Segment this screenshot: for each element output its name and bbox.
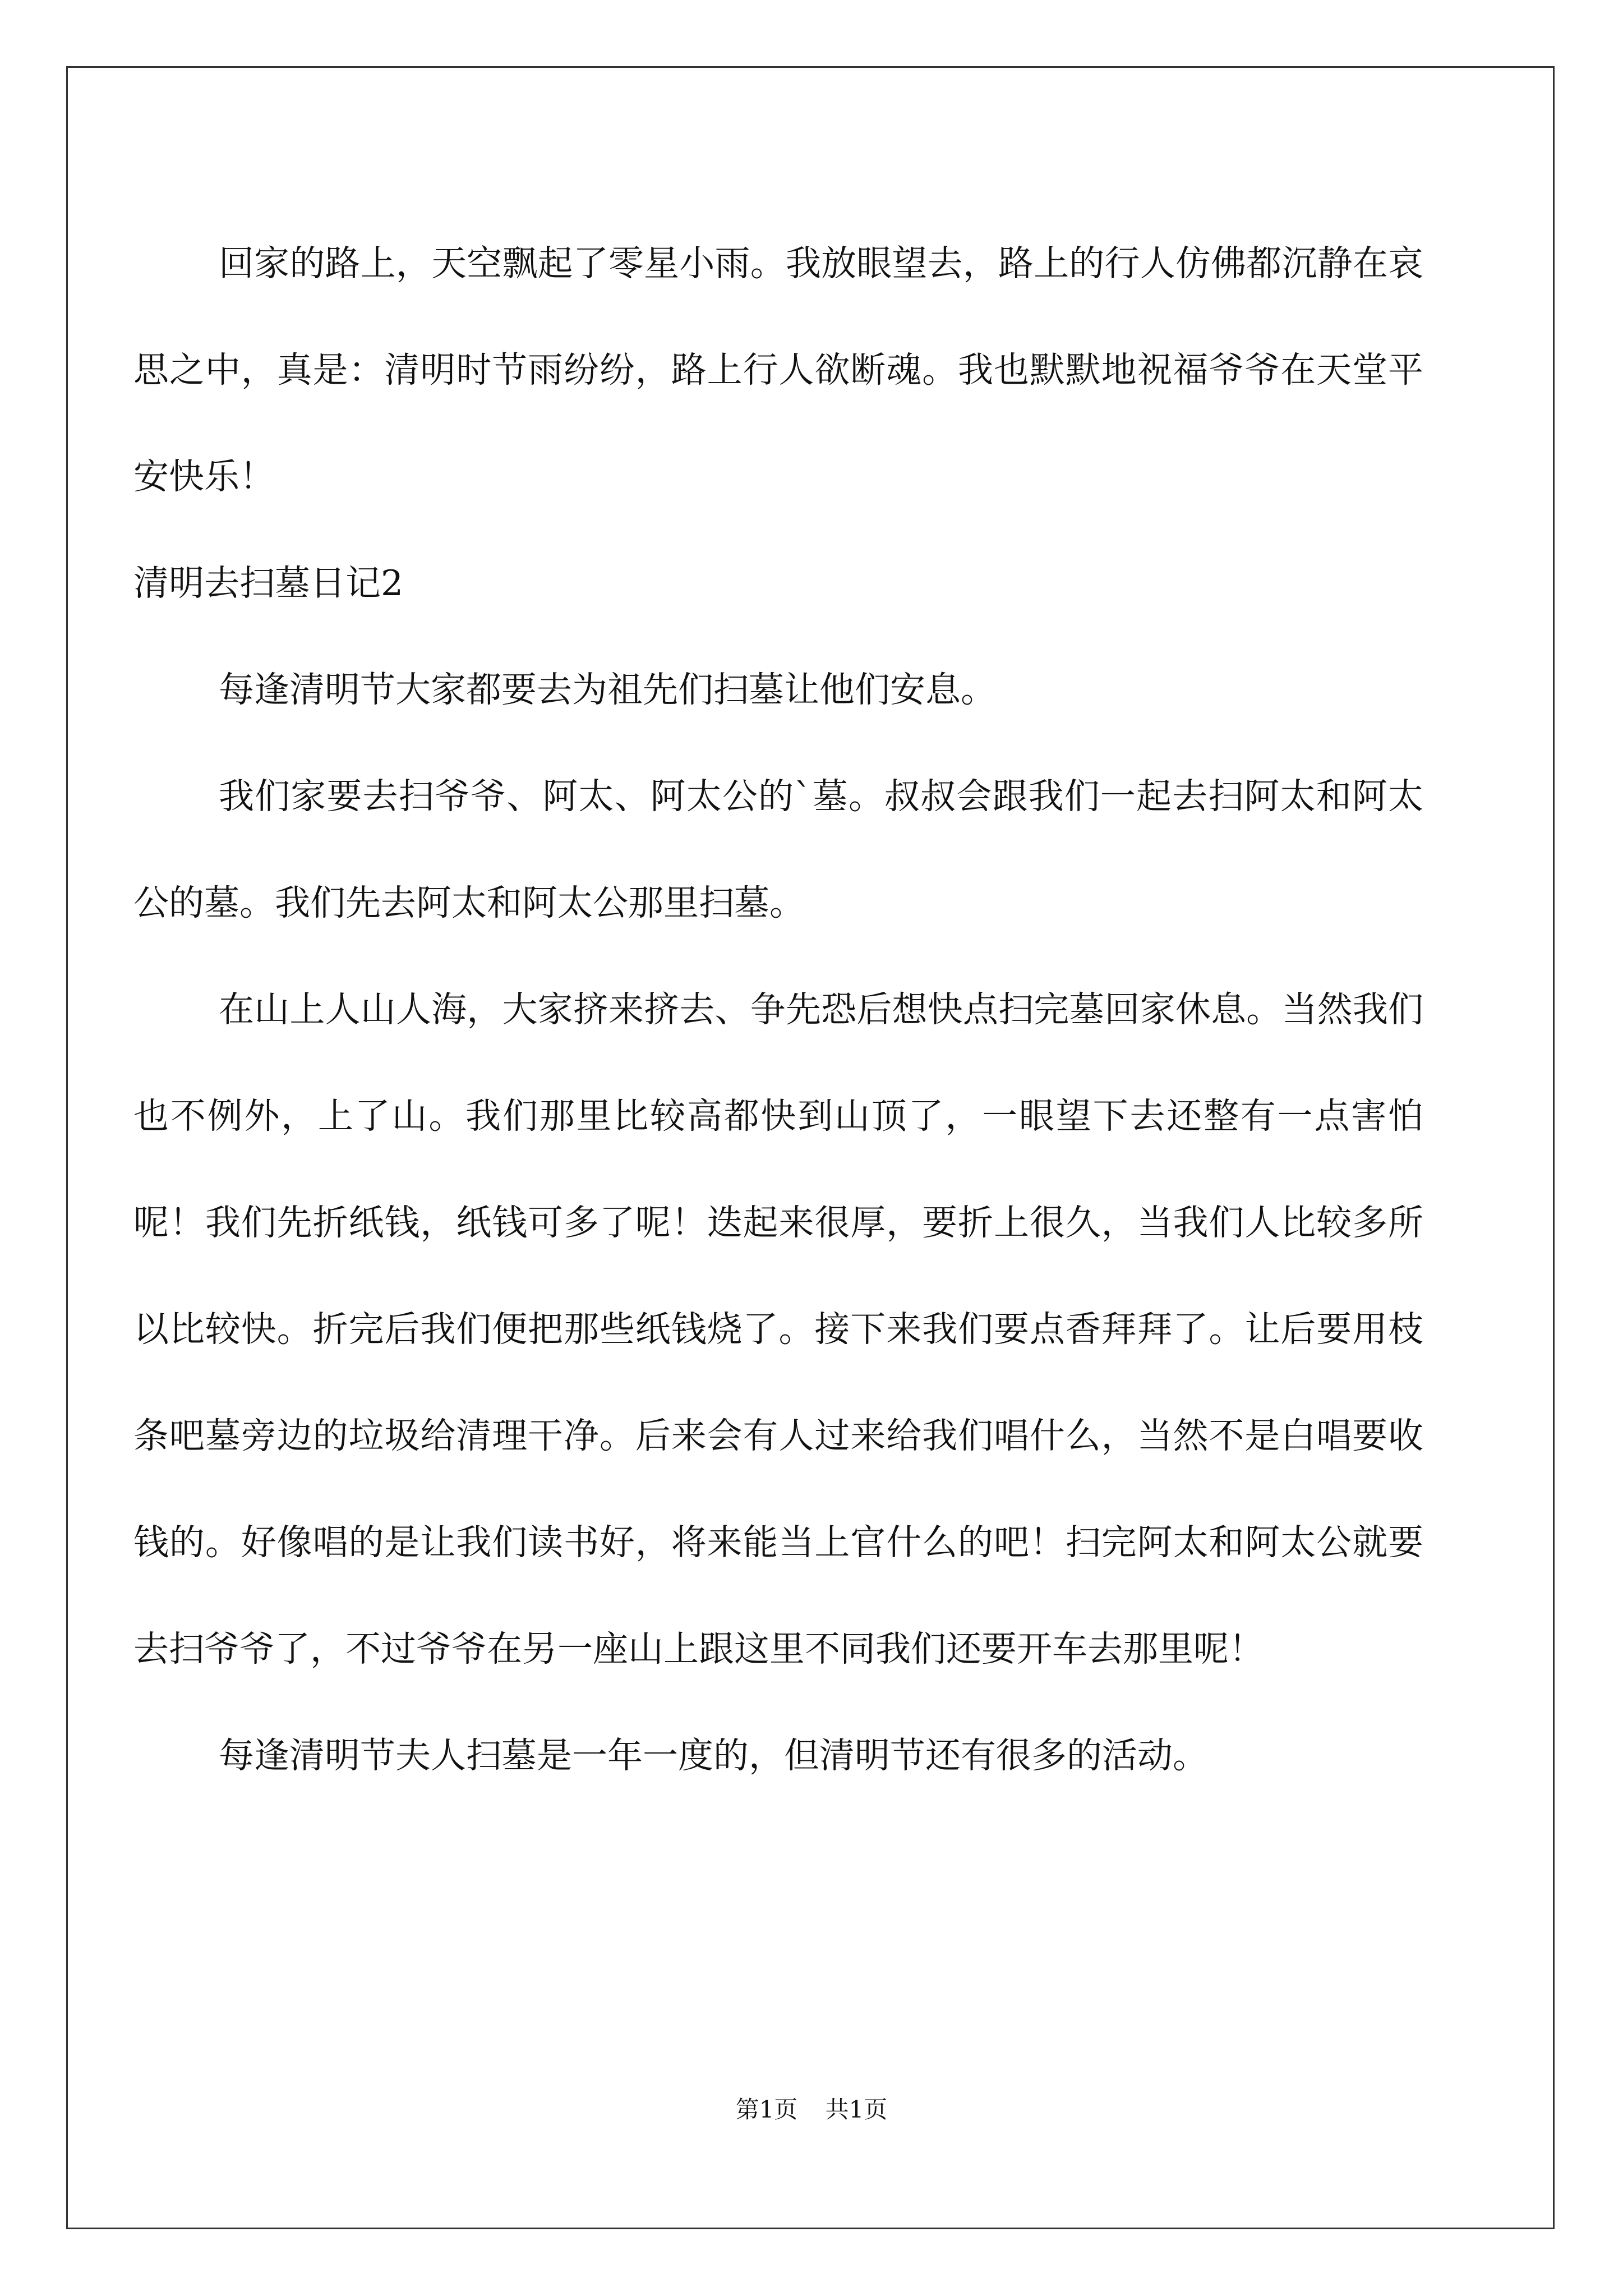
document-body (133, 210, 1423, 1809)
paragraph: 每逢清明节大家都要去为祖先们扫墓让他们安息。 (219, 669, 996, 710)
section-heading: 清明去扫墓日记2 (133, 563, 404, 604)
paragraph: 在山上人山人海，大家挤来挤去、争先恐后想快点扫完墓回家休息。当然我们也不例外，上了山。我们那里比较高都快到山顶了，一眼望下去还整有一点害怕呢！我们先折纸钱，纸钱可多了呢！迭起来很厚，要折上很久，当我们人比较多所以比较快。折完后我们便把那些纸钱烧了。接下来我们要点香拜拜了。让后要用枝条吧墓旁边的垃圾给清理干净。后来会有人过来给我们唱什么，当然不是白唱要收钱的。好像唱的是让我们读书好，将来能当上官什么的吧！扫完阿太和阿太公就要去扫爷爷了，不过爷爷在另一座山上跟这里不同我们还要开车去那里呢！ (133, 989, 1423, 1669)
page-number: 第1页 (735, 2096, 798, 2123)
paragraph: 每逢清明节夫人扫墓是一年一度的，但清明节还有很多的活动。 (219, 1735, 1208, 1776)
page-total: 共1页 (825, 2096, 888, 2123)
paragraph: 我们家要去扫爷爷、阿太、阿太公的`墓。叔叔会跟我们一起去扫阿太和阿太公的墓。我们先去阿太和阿太公那里扫墓。 (133, 776, 1423, 923)
paragraph: 回家的路上，天空飘起了零星小雨。我放眼望去，路上的行人仿佛都沉静在哀思之中，真是：清明时节雨纷纷，路上行人欲断魂。我也默默地祝福爷爷在天堂平安快乐！ (133, 243, 1423, 497)
page-footer (0, 2091, 1623, 2125)
